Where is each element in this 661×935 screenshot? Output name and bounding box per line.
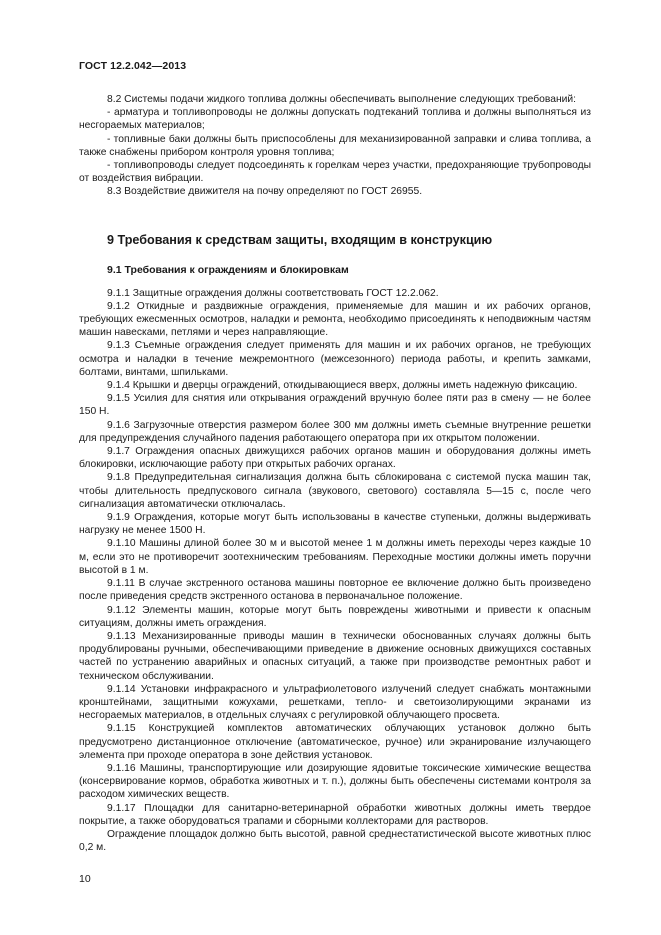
subsection-9-1-heading: 9.1 Требования к ограждениям и блокировкам (107, 263, 349, 276)
paragraph-9-1-7: 9.1.7 Ограждения опасных движущихся рабочих органов машин и оборудования должны иметь блокировки, исключающие работу при открытых рабочих органах. (79, 446, 591, 471)
paragraph-9-1-15: 9.1.15 Конструкцией комплектов автоматических облучающих установок должно быть предусмотрено дистанционное отключение (автоматическое, ручное) или экранирование излучающего элемента при проходе оператора в зоне действия установок. (79, 723, 591, 761)
paragraph-9-1-16: 9.1.16 Машины, транспортирующие или дозирующие ядовитые токсические химические вещества (консервирование кормов, обработка животных и т. п.), должны быть обеспечены системами контроля за расходом химических веществ. (79, 762, 591, 801)
page-number: 10 (79, 873, 91, 885)
paragraph-9-1-12: 9.1.12 Элементы машин, которые могут быть повреждены животными и привести к опасным ситуациям, должны иметь ограждения. (79, 604, 591, 629)
document-body (79, 93, 591, 854)
list-item-fittings: - арматура и топливопроводы не должны допускать подтеканий топлива и должны выполняться из несгораемых материалов; (79, 107, 591, 132)
paragraph-8-3: 8.3 Воздействие движителя на почву определяют по ГОСТ 26955. (107, 186, 423, 198)
paragraph-9-1-8: 9.1.8 Предупредительная сигнализация должна быть сблокирована с системой пуска машин так, чтобы длительность предпускового сигнала (звукового, светового) составляла 5—15 с, после чего сигнализация автоматически отключалась. (79, 472, 591, 510)
paragraph-9-1-1: 9.1.1 Защитные ограждения должны соответствовать ГОСТ 12.2.062. (107, 287, 439, 299)
paragraph-9-1-10: 9.1.10 Машины длиной более 30 м и высотой менее 1 м должны иметь переходы через каждые 10 м, если это не противоречит зоотехническим требованиям. Переходные мостики должны иметь поручни высотой в 1 м. (79, 538, 591, 576)
paragraph-9-1-5: 9.1.5 Усилия для снятия или открывания ограждений вручную более пяти раз в смену — не более 150 Н. (79, 393, 591, 418)
spacer (79, 277, 591, 287)
paragraph-9-1-17: 9.1.17 Площадки для санитарно-ветеринарной обработки животных должны иметь твердое покрытие, а также оборудоваться трапами и сборными коллекторами для растворов. (79, 802, 591, 827)
paragraph-9-1-3: 9.1.3 Съемные ограждения следует применять для машин и их рабочих органов, не требующих осмотра и наладки в течение межремонтного (межсезонного) периода работы, и крепить замками, болтами, винтами, шпильками. (79, 340, 591, 378)
paragraph-9-1-2: 9.1.2 Откидные и раздвижные ограждения, применяемые для машин и их рабочих органов, требующих ежесменных осмотров, наладки и ремонта, необходимо присоединять к неподвижным частям машин навесками, петлями и через направляющие. (79, 300, 591, 339)
list-item-pipelines: - топливопроводы следует подсоединять к горелкам через участки, предохраняющие трубопроводы от воздействия вибрации. (79, 160, 591, 185)
section-9-heading: 9 Требования к средствам защиты, входящим в конструкцию (107, 232, 493, 247)
paragraph-9-1-6: 9.1.6 Загрузочные отверстия размером более 300 мм должны иметь съемные внутренние решетки для предупреждения случайного падения работающего оператора при их открытом положении. (79, 419, 591, 444)
paragraph-9-1-14: 9.1.14 Установки инфракрасного и ультрафиолетового излучений следует снабжать монтажными кронштейнами, защитными кожухами, решетками, тепло- и светоизолирующими экранами из несгораемых материалов, в отдельных случаях с регулировкой облучающего просвета. (79, 683, 591, 722)
list-item-tanks: - топливные баки должны быть приспособлены для механизированной заправки и слива топлива, а также снабжены прибором контроля уровня топлива; (79, 133, 591, 158)
paragraph-9-1-13: 9.1.13 Механизированные приводы машин в технически обоснованных случаях должны быть продублированы ручными, обеспечивающими приведение в движение основных движущихся составных частей по устранению аварийных и опасных ситуаций, а также при производстве ремонтных работ и техническом обслуживании. (79, 630, 591, 682)
paragraph-9-1-4: 9.1.4 Крышки и дверцы ограждений, откидывающиеся вверх, должны иметь надежную фиксацию. (107, 380, 578, 392)
paragraph-8-2: 8.2 Системы подачи жидкого топлива должны обеспечивать выполнение следующих требований: (107, 94, 577, 105)
paragraph-9-1-9: 9.1.9 Ограждения, которые могут быть использованы в качестве ступеньки, должны выдерживать нагрузку не менее 1500 Н. (79, 512, 591, 537)
paragraph-fence-height: Ограждение площадок должно быть высотой, равной среднестатистической высоте животных плюс 0,2 м. (79, 828, 591, 854)
paragraph-9-1-11: 9.1.11 В случае экстренного останова машины повторное ее включение должно быть произведено после приведения средств экстренного останова в первоначальное положение. (79, 578, 591, 603)
document-header: ГОСТ 12.2.042—2013 (79, 60, 187, 72)
